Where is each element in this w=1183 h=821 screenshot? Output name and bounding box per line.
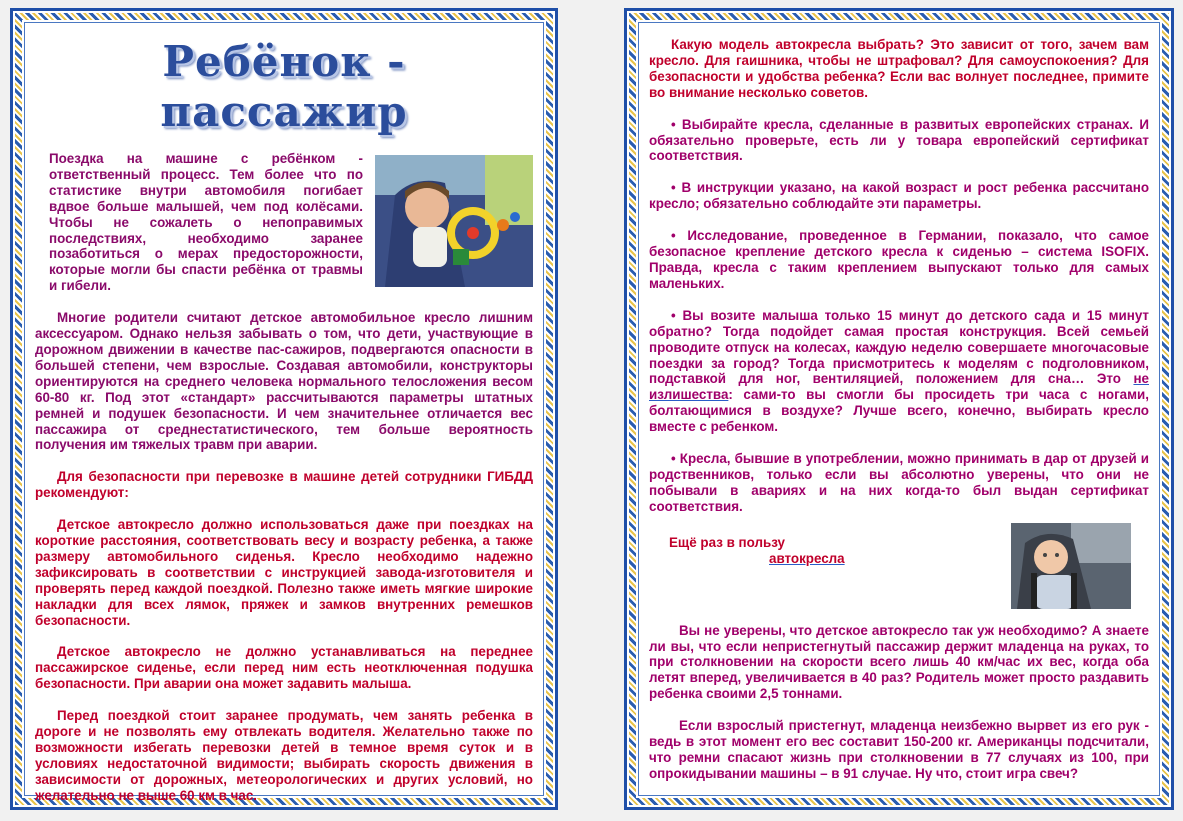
tip-4-text-b: : сами-то вы смогли бы просидеть три часа с ногами, болтающимися в воздухе? Лучше всего, конечно, выбирать кресло вместе с ребенком. — [649, 387, 1149, 435]
page-left — [10, 8, 558, 810]
paragraph-1: Какую модель автокресла выбрать? Это зависит от того, зачем вам кресло. Для гаишника, чтобы не штрафовал? Для самоуспокоения? Для безопасности и удобства ребенка? Если вас волнует последнее, примите во внимание несколько советов. — [649, 37, 1149, 100]
page-title: Ребёнок - пассажир — [160, 37, 408, 136]
paragraph-2: Для безопасности при перевозке в машине детей сотрудники ГИБДД рекомендуют: — [35, 469, 533, 501]
page-right — [624, 8, 1174, 810]
tip-4 — [649, 308, 1149, 435]
section-heading-line-1: Ещё раз в пользу — [669, 534, 785, 550]
paragraph-5: Перед поездкой стоит заранее продумать, чем занять ребенка в дороге и не позволять ему отвлекать водителя. Желательно также по возможности избегать перевозки детей в темное время суток и в условиях недостаточной видимости; выбирать скорость движения в зависимости от дорожных, метеорологических и других условий, но желательно не выше 60 км в час. — [35, 708, 533, 803]
tip-5: • Кресла, бывшие в употреблении, можно принимать в дар от друзей и родственников, только если вы абсолютно уверены, что они не побывали в авариях и на них когда-то был выдан сертификат соответствия. — [649, 451, 1149, 514]
paragraph-3: Если взрослый пристегнут, младенца неизбежно вырвет из его рук - ведь в этот момент его вес составит 150-200 кг. Американцы подсчитали, что ремни спасают жизнь при столкновении в 77 случаях из 100, при опрокидывании машины – в 91 случае. Ну что, стоит игра свеч? — [649, 718, 1149, 781]
paragraph-4: Детское автокресло не должно устанавливаться на переднее пассажирское сиденье, если перед ним есть неотключенная подушка безопасности. При аварии она может задавить малыша. — [35, 644, 533, 692]
tip-2: • В инструкции указано, на какой возраст и рост ребенка рассчитано кресло; обязательно соблюдайте эти параметры. — [649, 180, 1149, 212]
section-heading-line-2: автокресла — [769, 550, 845, 566]
paragraph-1: Многие родители считают детское автомобильное кресло лишним аксессуаром. Однако нельзя забывать о том, что дети, участвующие в дорожном движении в качестве пас-сажиров, подвергаются опасности в большей степени, чем взрослые. Создавая автомобили, конструкторы ориентируются на среднего человека нормального телосложения весом 60-80 кг. Под этот «стандарт» рассчитываются параметры штатных ремней и подушек безопасности. И чем значительнее отличается вес пассажира от среднестатистического, тем больше вероятность получения им тяжелых травм при аварии. — [35, 310, 533, 453]
tip-4-text-a: • Вы возите малыша только 15 минут до детского сада и 15 минут обратно? Тогда подойдет самая простая конструкция. Всей семьей проводите отпуск на колесах, каждую неделю совершаете многочасовые поездки за город? Тогда присмотритесь к моделям с подголовником, подставкой для ног, вентиляцией, положением для сна… Это — [649, 307, 1149, 387]
paragraph-3: Детское автокресло должно использоваться даже при поездках на короткие расстояния, соответствовать весу и возрасту ребенка, а также размеру автомобильного сиденья. Кресло необходимо надежно зафиксировать в соответствии с инструкцией завода-изготовителя и проверять перед каждой поездкой. Полезно также иметь мягкие широкие накладки для всех лямок, пряжек и замков внутренних ремешков безопасности. — [35, 517, 533, 628]
intro-text: Поездка на машине с ребёнком - ответственный процесс. Тем более что по статистике внутри автомобиля погибает вдвое больше малышей, чем под колёсами. Чтобы не сожалеть о непоправимых последствиях, необходимо заранее позаботиться о мерах предосторожности, которые могли бы спасти ребёнка от травмы и гибели. — [49, 151, 363, 294]
paragraph-2: Вы не уверены, что детское автокресло так уж необходимо? А знаете ли вы, что если непристегнутый пассажир держит младенца на руках, то при столкновении на скорости всего лишь 40 км/час их вес, когда оба летят вперед, увеличивается в 40 раз? Родитель может просто раздавить ребенка своими 2,5 тоннами. — [649, 622, 1149, 702]
page-left-content — [35, 33, 533, 803]
child-in-car-seat-photo — [375, 155, 533, 287]
tip-3: • Исследование, проведенное в Германии, показало, что самое безопасное крепление детского кресла к сиденью – система ISOFIX. Правда, кресла с таким креплением выпускают только для самых маленьких. — [649, 228, 1149, 291]
page-right-content — [649, 37, 1149, 789]
tip-1: • Выбирайте кресла, сделанные в развитых европейских странах. И обязательно проверьте, есть ли у товара европейский сертификат соответствия. — [649, 116, 1149, 164]
section-heading-block — [649, 523, 1149, 615]
tip-4-underlined: не излишества — [649, 371, 1149, 403]
intro-block — [35, 151, 533, 294]
baby-in-car-seat-photo — [1011, 523, 1131, 609]
